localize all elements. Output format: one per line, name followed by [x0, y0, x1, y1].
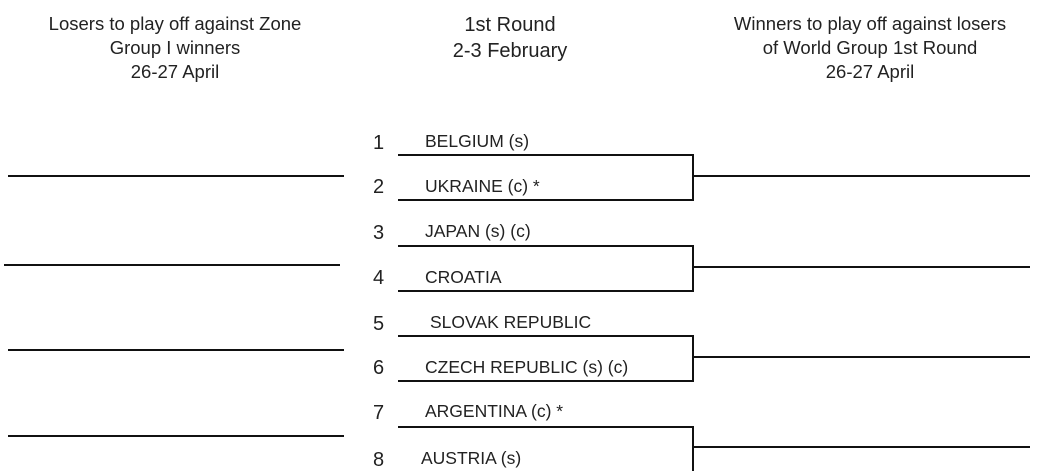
header-line: 1st Round — [464, 14, 556, 36]
loser-playoff-line — [8, 349, 344, 351]
seed-number: 4 — [373, 267, 385, 289]
bracket-slot-line — [398, 154, 694, 156]
team-name: BELGIUM (s) — [425, 131, 530, 151]
bracket-connector — [692, 335, 694, 382]
header-line: 2-3 February — [452, 40, 568, 62]
header-line: Losers to play off against Zone — [48, 13, 302, 34]
header-line: of World Group 1st Round — [762, 37, 978, 58]
seed-number: 2 — [373, 176, 385, 198]
team-name: UKRAINE (c) * — [425, 176, 540, 196]
bracket-slot-line — [398, 380, 694, 382]
team-name: JAPAN (s) (c) — [425, 221, 531, 241]
team-name: AUSTRIA (s) — [421, 448, 522, 468]
seed-number: 1 — [373, 132, 385, 154]
header-line: 26-27 April — [825, 61, 915, 82]
seed-number: 5 — [373, 313, 385, 335]
first-round-header — [400, 12, 620, 64]
losers-playoff-header — [0, 12, 350, 84]
bracket-connector — [692, 245, 694, 292]
bracket-slot-line — [398, 426, 694, 428]
seed-number: 7 — [373, 402, 385, 424]
bracket-connector — [692, 154, 694, 201]
team-name: CZECH REPUBLIC (s) (c) — [425, 357, 629, 377]
winner-playoff-line — [694, 266, 1030, 268]
loser-playoff-line — [8, 175, 344, 177]
winner-playoff-line — [694, 356, 1030, 358]
header-line: Group I winners — [109, 37, 241, 58]
seed-number: 3 — [373, 222, 385, 244]
loser-playoff-line — [4, 264, 340, 266]
seed-number: 8 — [373, 449, 385, 471]
seed-number: 6 — [373, 357, 385, 379]
bracket-slot-line — [398, 199, 694, 201]
bracket-slot-line — [398, 245, 694, 247]
header-line: Winners to play off against losers — [733, 13, 1007, 34]
team-name: CROATIA — [425, 267, 502, 287]
bracket-connector — [692, 426, 694, 471]
team-name: ARGENTINA (c) * — [425, 401, 564, 421]
bracket-slot-line — [398, 290, 694, 292]
winners-playoff-header — [690, 12, 1050, 84]
bracket-slot-line — [398, 335, 694, 337]
team-name: SLOVAK REPUBLIC — [430, 312, 592, 332]
loser-playoff-line — [8, 435, 344, 437]
header-line: 26-27 April — [130, 61, 220, 82]
winner-playoff-line — [694, 446, 1030, 448]
winner-playoff-line — [694, 175, 1030, 177]
